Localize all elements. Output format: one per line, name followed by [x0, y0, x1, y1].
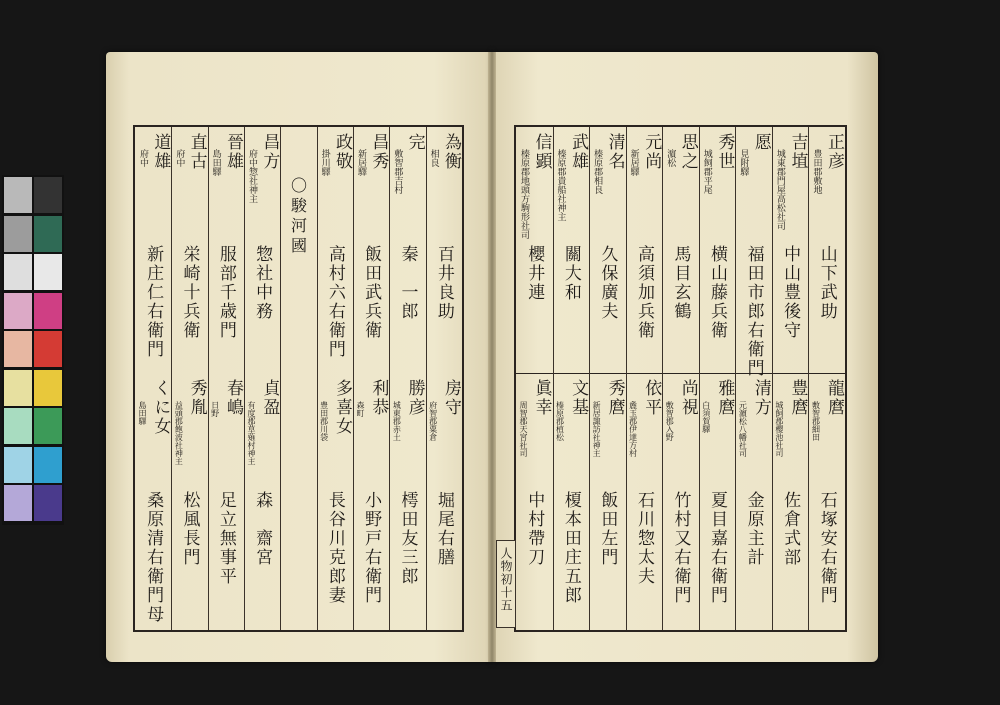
color-swatch	[34, 293, 62, 329]
name-heading-lower: 多喜女	[332, 379, 352, 436]
name-heading-lower: 房守	[441, 379, 461, 417]
name-heading: 為衡	[441, 133, 461, 171]
person-name: 飯田武兵衛	[361, 245, 382, 340]
name-heading-lower: 利恭	[368, 379, 389, 417]
person-name-lower: 竹村又右衛門	[670, 491, 691, 605]
person-name: 馬目玄鶴	[670, 245, 691, 321]
color-swatch	[34, 177, 62, 213]
name-heading: 信顕	[531, 133, 552, 171]
place-note-lower: 元濵松八幡社司	[738, 401, 748, 457]
color-swatch	[4, 293, 32, 329]
place-note: 見附驛	[738, 149, 749, 176]
person-name: 惣社中務	[252, 245, 273, 321]
place-note-lower: 豊田郡川袋	[319, 401, 329, 441]
place-note: 新居驛	[628, 149, 639, 176]
place-note-lower: 麁玉郡伊達方村	[628, 401, 638, 457]
name-heading-lower: 豊麿	[787, 379, 808, 417]
column-rule	[353, 127, 354, 630]
name-heading-lower: 春嶋	[223, 379, 243, 417]
place-note-lower: 敷智郡入野	[665, 401, 675, 441]
name-heading-lower: 勝彦	[404, 379, 425, 417]
person-name-lower: 中村帶刀	[524, 491, 545, 567]
column-rule	[735, 127, 736, 630]
column-rule	[389, 127, 390, 630]
row-divider	[516, 373, 845, 374]
page-tab-label: 人物初十五	[499, 547, 513, 612]
name-heading-lower: くに女	[150, 379, 171, 436]
column-rule	[589, 127, 590, 630]
person-name-lower: 飯田左門	[597, 491, 618, 567]
person-name-lower: 夏目嘉右衛門	[707, 491, 728, 605]
person-name-lower: 長谷川克郎妻	[324, 491, 345, 605]
place-note: 島田驛	[210, 149, 221, 176]
color-swatch	[4, 408, 32, 444]
column-rule	[808, 127, 809, 630]
name-heading: 道雄	[150, 133, 171, 171]
place-note-lower: 榛原郡植松	[555, 401, 565, 441]
person-name-lower: 佐倉式部	[780, 491, 801, 567]
name-heading: 秀世	[714, 133, 735, 171]
person-name-lower: 樗田友三郎	[397, 491, 418, 586]
name-heading-lower: 龍麿	[824, 379, 844, 417]
person-name-lower: 石川惣太夫	[633, 491, 654, 586]
color-swatch	[4, 177, 32, 213]
column-rule	[662, 127, 663, 630]
place-note: 掛川驛	[319, 149, 330, 176]
name-heading-lower: 雅麿	[714, 379, 735, 417]
name-heading-lower: 依平	[641, 379, 662, 417]
place-note: 敷智郡吉村	[392, 149, 403, 194]
name-heading: 元尚	[641, 133, 662, 171]
place-note: 豊田郡敷地	[811, 149, 822, 194]
name-heading: 愿	[750, 133, 771, 152]
name-heading: 思之	[677, 133, 698, 171]
color-swatch	[34, 408, 62, 444]
person-name-lower: 松風長門	[179, 491, 200, 567]
place-note-lower: 益頭郡飽波社神主	[174, 401, 184, 465]
person-name: 新庄仁右衛門	[143, 245, 164, 359]
color-swatch	[4, 370, 32, 406]
province-heading: 〇駿河國	[288, 177, 308, 257]
place-note-lower: 新居諏訪社神主	[592, 401, 602, 457]
color-swatch	[4, 254, 32, 290]
person-name: 高村六右衛門	[324, 245, 345, 359]
column-rule	[317, 127, 318, 630]
color-checker	[2, 175, 64, 525]
name-heading-lower: 文基	[568, 379, 589, 417]
place-note: 榛原郡相良	[592, 149, 603, 194]
person-name-lower: 榎本田庄五郎	[560, 491, 581, 605]
person-name: 關大和	[560, 245, 581, 302]
place-note: 濵松	[665, 149, 676, 167]
column-rule	[626, 127, 627, 630]
color-swatch	[34, 370, 62, 406]
place-note-lower: 白須賀驛	[701, 401, 711, 433]
person-name: 櫻井連	[524, 245, 545, 302]
person-name-lower: 森 齋宮	[252, 491, 273, 567]
place-note: 榛原郡貴船社神主	[555, 149, 566, 221]
place-note: 府中	[174, 149, 185, 167]
name-heading-lower: 貞盈	[259, 379, 280, 417]
person-name: 百井良助	[433, 245, 454, 321]
place-note: 府中惣社神主	[247, 149, 257, 203]
place-note: 城飼郡平尾	[701, 149, 712, 194]
name-heading: 正彦	[824, 133, 844, 171]
person-name-lower: 足立無事平	[215, 491, 236, 586]
right-text-frame	[514, 125, 847, 632]
name-heading: 吉埴	[787, 133, 808, 171]
place-note-lower: 有度郡草薙村神主	[247, 401, 256, 465]
person-name-lower: 小野戸右衛門	[361, 491, 382, 605]
color-swatch	[34, 447, 62, 483]
name-heading: 清名	[604, 133, 625, 171]
person-name: 久保廣夫	[597, 245, 618, 321]
color-swatch	[34, 216, 62, 252]
place-note-lower: 森町	[356, 401, 365, 417]
column-rule	[553, 127, 554, 630]
color-swatch	[34, 331, 62, 367]
place-note-lower: 周智郡天宮社司	[519, 401, 528, 457]
name-heading-lower: 尚視	[677, 379, 698, 417]
person-name: 服部千歳門	[215, 245, 236, 340]
color-swatch	[34, 485, 62, 521]
place-note-lower: 城飼郡櫻池社司	[774, 401, 784, 457]
name-heading-lower: 眞幸	[531, 379, 552, 417]
place-note: 新居驛	[356, 149, 366, 176]
place-note-lower: 島田驛	[138, 401, 147, 425]
name-heading: 晉雄	[223, 133, 243, 171]
place-note-lower: 府智郡粟倉	[428, 401, 438, 441]
place-note-lower: 城東郡赤土	[392, 401, 402, 441]
person-name: 秦 一郎	[397, 245, 418, 321]
column-rule	[208, 127, 209, 630]
person-name: 山下武助	[816, 245, 837, 321]
person-name-lower: 桑原清右衛門母	[143, 491, 164, 624]
place-note-lower: 敷智郡細田	[811, 401, 821, 441]
page-tab	[496, 540, 516, 628]
color-swatch	[4, 447, 32, 483]
person-name: 福田市郎右衛門	[743, 245, 764, 378]
person-name-lower: 金原主計	[743, 491, 764, 567]
place-note: 府中	[138, 149, 148, 167]
person-name: 中山豊後守	[780, 245, 801, 340]
column-rule	[171, 127, 172, 630]
place-note: 相良	[428, 149, 439, 167]
color-swatch	[34, 254, 62, 290]
name-heading: 直古	[186, 133, 207, 171]
name-heading-lower: 秀麿	[604, 379, 625, 417]
name-heading: 完	[404, 133, 425, 152]
left-text-frame	[133, 125, 464, 632]
person-name-lower: 堀尾右膳	[433, 491, 454, 567]
place-note: 榛原郡地頭方駒形社司	[519, 149, 529, 239]
color-swatch	[4, 216, 32, 252]
column-rule	[280, 127, 281, 630]
book-gutter	[488, 52, 496, 662]
name-heading: 武雄	[568, 133, 589, 171]
person-name: 栄崎十兵衛	[179, 245, 200, 340]
color-swatch	[4, 331, 32, 367]
person-name-lower: 石塚安右衛門	[816, 491, 837, 605]
person-name: 横山藤兵衛	[707, 245, 728, 340]
place-note-lower: 日野	[210, 401, 220, 417]
name-heading: 昌秀	[368, 133, 389, 171]
place-note: 城東郡門屋高松社司	[774, 149, 785, 230]
person-name: 高須加兵衛	[633, 245, 654, 340]
name-heading: 政敬	[332, 133, 352, 171]
color-swatch	[4, 485, 32, 521]
column-rule	[772, 127, 773, 630]
column-rule	[426, 127, 427, 630]
name-heading-lower: 清方	[750, 379, 771, 417]
column-rule	[699, 127, 700, 630]
name-heading-lower: 秀胤	[186, 379, 207, 417]
column-rule	[244, 127, 245, 630]
name-heading: 昌方	[259, 133, 280, 171]
